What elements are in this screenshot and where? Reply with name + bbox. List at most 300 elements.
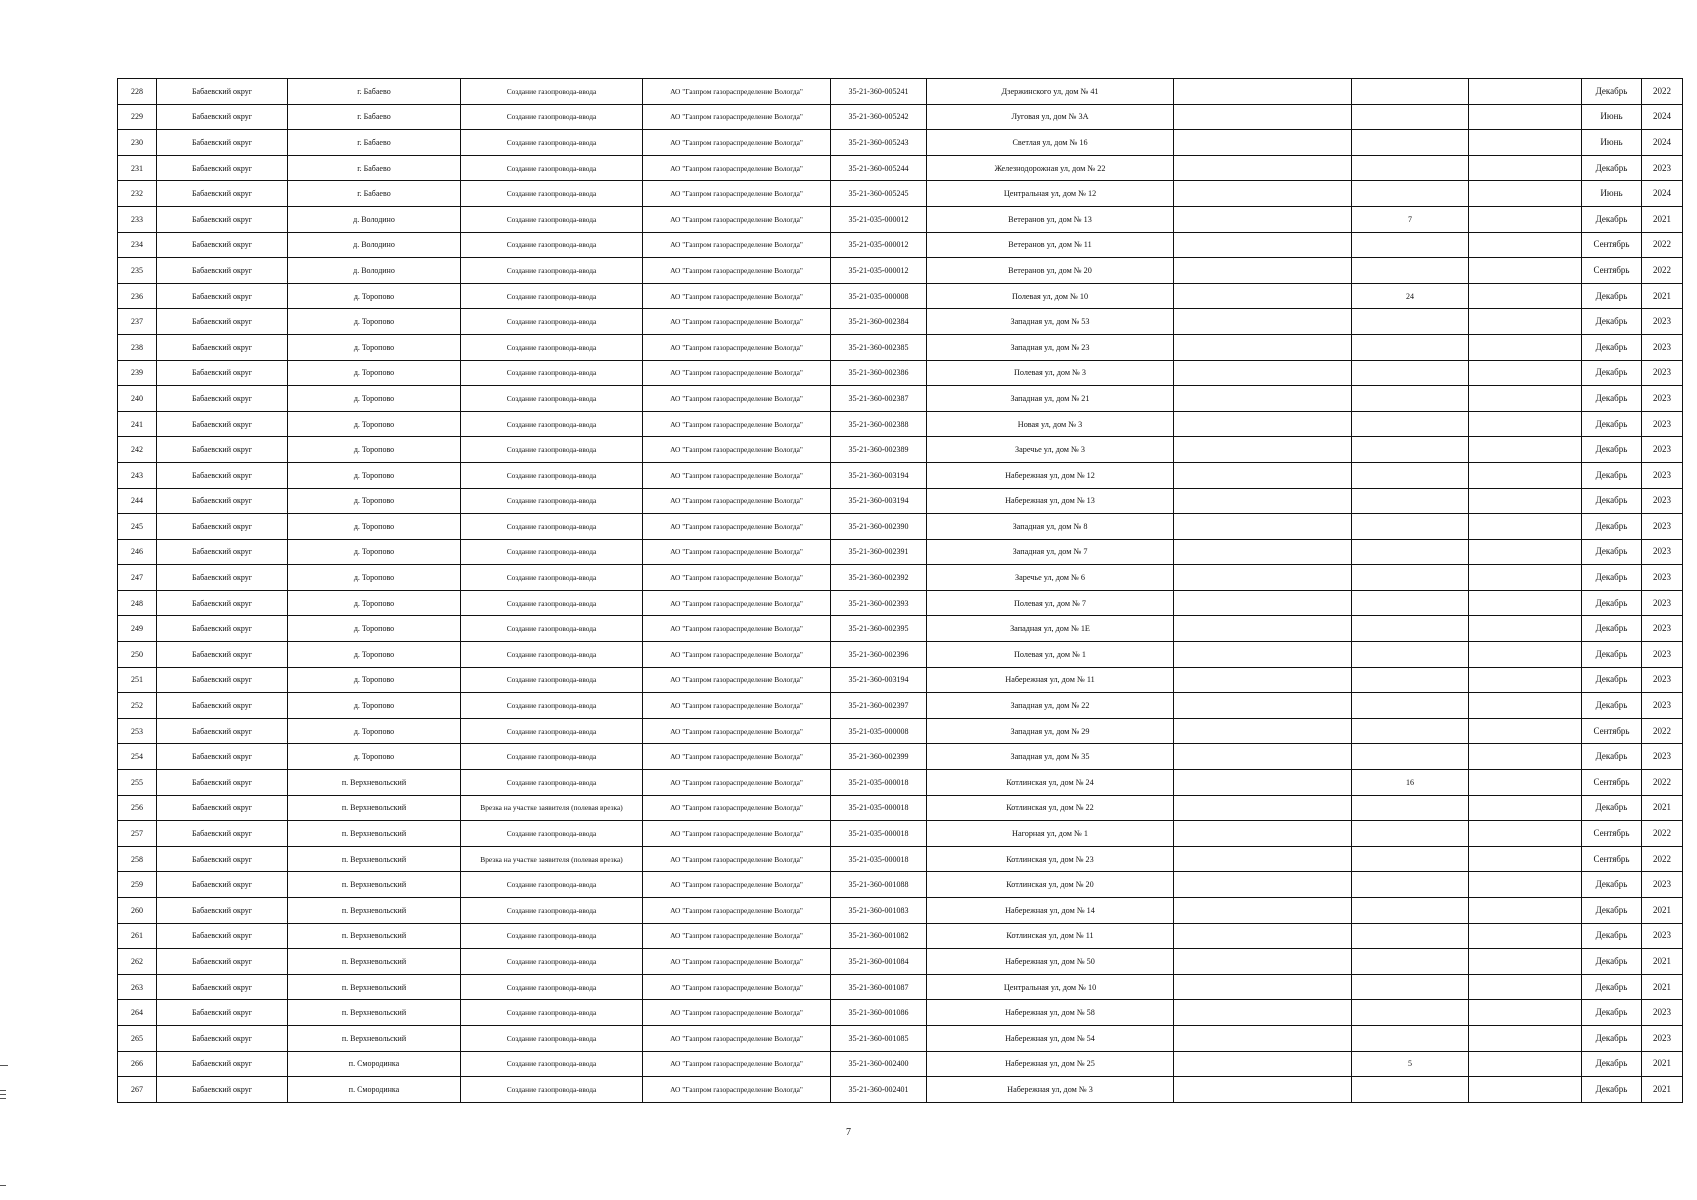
settlement-cell: п. Верхневольский	[288, 974, 461, 1000]
district-cell: Бабаевский округ	[157, 232, 288, 258]
work-type-cell: Создание газопровода-ввода	[461, 539, 643, 565]
table-row	[118, 386, 1683, 412]
settlement-cell: п. Верхневольский	[288, 770, 461, 796]
row-number: 242	[118, 437, 157, 463]
district-cell: Бабаевский округ	[157, 514, 288, 540]
address-cell: Центральная ул, дом № 10	[927, 974, 1174, 1000]
month-cell: Декабрь	[1582, 795, 1642, 821]
blank-cell	[1469, 488, 1582, 514]
address-cell: Полевая ул, дом № 10	[927, 283, 1174, 309]
district-cell: Бабаевский округ	[157, 539, 288, 565]
blank-cell	[1469, 360, 1582, 386]
table-row	[118, 437, 1683, 463]
settlement-cell: п. Верхневольский	[288, 846, 461, 872]
address-cell: Набережная ул, дом № 25	[927, 1051, 1174, 1077]
cadastral-number-cell: 35-21-360-002393	[831, 590, 927, 616]
work-type-cell: Создание газопровода-ввода	[461, 437, 643, 463]
month-cell: Декабрь	[1582, 1077, 1642, 1103]
district-cell: Бабаевский округ	[157, 104, 288, 130]
row-number: 247	[118, 565, 157, 591]
row-number: 237	[118, 309, 157, 335]
table-row	[118, 667, 1683, 693]
row-number: 235	[118, 258, 157, 284]
address-cell: Полевая ул, дом № 3	[927, 360, 1174, 386]
settlement-cell: п. Верхневольский	[288, 923, 461, 949]
blank-cell	[1469, 411, 1582, 437]
year-cell: 2023	[1642, 437, 1683, 463]
year-cell: 2023	[1642, 488, 1683, 514]
organization-cell: АО "Газпром газораспределение Вологда"	[643, 181, 831, 207]
district-cell: Бабаевский округ	[157, 1051, 288, 1077]
district-cell: Бабаевский округ	[157, 206, 288, 232]
count-cell	[1352, 565, 1469, 591]
address-cell: Луговая ул, дом № 3А	[927, 104, 1174, 130]
table-row	[118, 616, 1683, 642]
work-type-cell: Создание газопровода-ввода	[461, 283, 643, 309]
blank-cell	[1469, 283, 1582, 309]
settlement-cell: п. Верхневольский	[288, 898, 461, 924]
row-number: 248	[118, 590, 157, 616]
blank-cell	[1469, 718, 1582, 744]
table-row	[118, 206, 1683, 232]
year-cell: 2022	[1642, 821, 1683, 847]
row-number: 260	[118, 898, 157, 924]
table-row	[118, 181, 1683, 207]
cadastral-number-cell: 35-21-360-002399	[831, 744, 927, 770]
blank-cell	[1469, 1077, 1582, 1103]
cadastral-number-cell: 35-21-035-000018	[831, 846, 927, 872]
work-type-cell: Создание газопровода-ввода	[461, 1025, 643, 1051]
month-cell: Декабрь	[1582, 386, 1642, 412]
blank-cell	[1469, 1025, 1582, 1051]
district-cell: Бабаевский округ	[157, 411, 288, 437]
blank-cell	[1174, 334, 1352, 360]
address-cell: Западная ул, дом № 53	[927, 309, 1174, 335]
table-row	[118, 718, 1683, 744]
blank-cell	[1174, 1025, 1352, 1051]
month-cell: Декабрь	[1582, 1051, 1642, 1077]
blank-cell	[1174, 565, 1352, 591]
row-number: 258	[118, 846, 157, 872]
cadastral-number-cell: 35-21-360-005244	[831, 155, 927, 181]
year-cell: 2024	[1642, 104, 1683, 130]
year-cell: 2021	[1642, 795, 1683, 821]
address-cell: Западная ул, дом № 35	[927, 744, 1174, 770]
cadastral-number-cell: 35-21-360-002388	[831, 411, 927, 437]
table-row	[118, 795, 1683, 821]
settlement-cell: д. Торопово	[288, 309, 461, 335]
blank-cell	[1174, 616, 1352, 642]
row-number: 236	[118, 283, 157, 309]
count-cell	[1352, 590, 1469, 616]
blank-cell	[1174, 770, 1352, 796]
count-cell	[1352, 130, 1469, 156]
district-cell: Бабаевский округ	[157, 79, 288, 105]
count-cell	[1352, 386, 1469, 412]
work-type-cell: Создание газопровода-ввода	[461, 974, 643, 1000]
cadastral-number-cell: 35-21-360-002396	[831, 642, 927, 668]
row-number: 250	[118, 642, 157, 668]
row-number: 234	[118, 232, 157, 258]
organization-cell: АО "Газпром газораспределение Вологда"	[643, 616, 831, 642]
district-cell: Бабаевский округ	[157, 130, 288, 156]
year-cell: 2022	[1642, 846, 1683, 872]
row-number: 238	[118, 334, 157, 360]
year-cell: 2023	[1642, 309, 1683, 335]
blank-cell	[1174, 462, 1352, 488]
month-cell: Декабрь	[1582, 155, 1642, 181]
table-row	[118, 514, 1683, 540]
district-cell: Бабаевский округ	[157, 1025, 288, 1051]
blank-cell	[1174, 283, 1352, 309]
row-number: 265	[118, 1025, 157, 1051]
year-cell: 2021	[1642, 1051, 1683, 1077]
blank-cell	[1469, 744, 1582, 770]
cadastral-number-cell: 35-21-360-001088	[831, 872, 927, 898]
blank-cell	[1174, 821, 1352, 847]
address-cell: Набережная ул, дом № 58	[927, 1000, 1174, 1026]
district-cell: Бабаевский округ	[157, 616, 288, 642]
district-cell: Бабаевский округ	[157, 488, 288, 514]
district-cell: Бабаевский округ	[157, 923, 288, 949]
table-row	[118, 1025, 1683, 1051]
month-cell: Декабрь	[1582, 462, 1642, 488]
organization-cell: АО "Газпром газораспределение Вологда"	[643, 872, 831, 898]
work-type-cell: Создание газопровода-ввода	[461, 898, 643, 924]
district-cell: Бабаевский округ	[157, 155, 288, 181]
count-cell	[1352, 1000, 1469, 1026]
blank-cell	[1469, 462, 1582, 488]
settlement-cell: д. Володино	[288, 206, 461, 232]
work-type-cell: Создание газопровода-ввода	[461, 923, 643, 949]
settlement-cell: д. Торопово	[288, 565, 461, 591]
work-type-cell: Создание газопровода-ввода	[461, 949, 643, 975]
blank-cell	[1174, 514, 1352, 540]
blank-cell	[1469, 386, 1582, 412]
district-cell: Бабаевский округ	[157, 283, 288, 309]
cadastral-number-cell: 35-21-360-005243	[831, 130, 927, 156]
cadastral-number-cell: 35-21-360-002384	[831, 309, 927, 335]
district-cell: Бабаевский округ	[157, 974, 288, 1000]
work-type-cell: Создание газопровода-ввода	[461, 232, 643, 258]
cadastral-number-cell: 35-21-360-002389	[831, 437, 927, 463]
row-number: 251	[118, 667, 157, 693]
row-number: 255	[118, 770, 157, 796]
organization-cell: АО "Газпром газораспределение Вологда"	[643, 1051, 831, 1077]
count-cell	[1352, 309, 1469, 335]
district-cell: Бабаевский округ	[157, 437, 288, 463]
work-type-cell: Создание газопровода-ввода	[461, 616, 643, 642]
count-cell	[1352, 795, 1469, 821]
table-row	[118, 488, 1683, 514]
table-row	[118, 283, 1683, 309]
district-cell: Бабаевский округ	[157, 1000, 288, 1026]
settlement-cell: г. Бабаево	[288, 155, 461, 181]
organization-cell: АО "Газпром газораспределение Вологда"	[643, 718, 831, 744]
work-type-cell: Создание газопровода-ввода	[461, 590, 643, 616]
address-cell: Набережная ул, дом № 54	[927, 1025, 1174, 1051]
cadastral-number-cell: 35-21-360-002391	[831, 539, 927, 565]
district-cell: Бабаевский округ	[157, 309, 288, 335]
blank-cell	[1174, 130, 1352, 156]
month-cell: Декабрь	[1582, 539, 1642, 565]
settlement-cell: г. Бабаево	[288, 79, 461, 105]
blank-cell	[1174, 949, 1352, 975]
row-number: 264	[118, 1000, 157, 1026]
district-cell: Бабаевский округ	[157, 360, 288, 386]
count-cell	[1352, 744, 1469, 770]
month-cell: Декабрь	[1582, 1000, 1642, 1026]
cadastral-number-cell: 35-21-035-000018	[831, 770, 927, 796]
blank-cell	[1469, 667, 1582, 693]
work-type-cell: Создание газопровода-ввода	[461, 1077, 643, 1103]
year-cell: 2024	[1642, 181, 1683, 207]
organization-cell: АО "Газпром газораспределение Вологда"	[643, 360, 831, 386]
address-cell: Западная ул, дом № 23	[927, 334, 1174, 360]
scan-edge-mark	[0, 1090, 6, 1091]
blank-cell	[1469, 590, 1582, 616]
month-cell: Декабрь	[1582, 872, 1642, 898]
organization-cell: АО "Газпром газораспределение Вологда"	[643, 130, 831, 156]
settlement-cell: д. Володино	[288, 232, 461, 258]
blank-cell	[1469, 155, 1582, 181]
work-type-cell: Создание газопровода-ввода	[461, 411, 643, 437]
month-cell: Декабрь	[1582, 437, 1642, 463]
count-cell	[1352, 462, 1469, 488]
month-cell: Декабрь	[1582, 949, 1642, 975]
month-cell: Декабрь	[1582, 309, 1642, 335]
table-row	[118, 309, 1683, 335]
month-cell: Декабрь	[1582, 744, 1642, 770]
blank-cell	[1469, 437, 1582, 463]
year-cell: 2023	[1642, 616, 1683, 642]
blank-cell	[1469, 949, 1582, 975]
cadastral-number-cell: 35-21-360-001082	[831, 923, 927, 949]
year-cell: 2021	[1642, 206, 1683, 232]
blank-cell	[1174, 206, 1352, 232]
count-cell	[1352, 846, 1469, 872]
row-number: 230	[118, 130, 157, 156]
district-cell: Бабаевский округ	[157, 334, 288, 360]
address-cell: Полевая ул, дом № 7	[927, 590, 1174, 616]
year-cell: 2022	[1642, 258, 1683, 284]
organization-cell: АО "Газпром газораспределение Вологда"	[643, 1025, 831, 1051]
blank-cell	[1469, 232, 1582, 258]
organization-cell: АО "Газпром газораспределение Вологда"	[643, 232, 831, 258]
count-cell	[1352, 693, 1469, 719]
cadastral-number-cell: 35-21-035-000008	[831, 283, 927, 309]
cadastral-number-cell: 35-21-360-002386	[831, 360, 927, 386]
settlement-cell: д. Торопово	[288, 514, 461, 540]
month-cell: Декабрь	[1582, 642, 1642, 668]
year-cell: 2023	[1642, 872, 1683, 898]
cadastral-number-cell: 35-21-035-000008	[831, 718, 927, 744]
work-type-cell: Создание газопровода-ввода	[461, 258, 643, 284]
row-number: 261	[118, 923, 157, 949]
cadastral-number-cell: 35-21-360-002400	[831, 1051, 927, 1077]
year-cell: 2022	[1642, 232, 1683, 258]
organization-cell: АО "Газпром газораспределение Вологда"	[643, 667, 831, 693]
table-row	[118, 334, 1683, 360]
month-cell: Декабрь	[1582, 488, 1642, 514]
month-cell: Сентябрь	[1582, 770, 1642, 796]
data-table	[117, 78, 1683, 1103]
table-row	[118, 539, 1683, 565]
settlement-cell: д. Торопово	[288, 462, 461, 488]
address-cell: Заречье ул, дом № 6	[927, 565, 1174, 591]
count-cell	[1352, 718, 1469, 744]
year-cell: 2023	[1642, 667, 1683, 693]
count-cell	[1352, 411, 1469, 437]
count-cell	[1352, 79, 1469, 105]
settlement-cell: д. Торопово	[288, 718, 461, 744]
blank-cell	[1174, 1077, 1352, 1103]
work-type-cell: Создание газопровода-ввода	[461, 155, 643, 181]
cadastral-number-cell: 35-21-035-000012	[831, 258, 927, 284]
row-number: 259	[118, 872, 157, 898]
count-cell	[1352, 488, 1469, 514]
year-cell: 2023	[1642, 411, 1683, 437]
year-cell: 2023	[1642, 462, 1683, 488]
count-cell	[1352, 1025, 1469, 1051]
table-row	[118, 411, 1683, 437]
work-type-cell: Создание газопровода-ввода	[461, 642, 643, 668]
row-number: 253	[118, 718, 157, 744]
blank-cell	[1469, 309, 1582, 335]
blank-cell	[1469, 693, 1582, 719]
year-cell: 2023	[1642, 590, 1683, 616]
blank-cell	[1174, 974, 1352, 1000]
count-cell	[1352, 437, 1469, 463]
blank-cell	[1469, 181, 1582, 207]
organization-cell: АО "Газпром газораспределение Вологда"	[643, 258, 831, 284]
blank-cell	[1174, 79, 1352, 105]
address-cell: Набережная ул, дом № 50	[927, 949, 1174, 975]
year-cell: 2022	[1642, 770, 1683, 796]
blank-cell	[1174, 1051, 1352, 1077]
table-row	[118, 360, 1683, 386]
blank-cell	[1174, 642, 1352, 668]
organization-cell: АО "Газпром газораспределение Вологда"	[643, 539, 831, 565]
address-cell: Нагорная ул, дом № 1	[927, 821, 1174, 847]
month-cell: Декабрь	[1582, 79, 1642, 105]
cadastral-number-cell: 35-21-360-002401	[831, 1077, 927, 1103]
table-row	[118, 821, 1683, 847]
month-cell: Июнь	[1582, 130, 1642, 156]
month-cell: Июнь	[1582, 104, 1642, 130]
address-cell: Котлинская ул, дом № 23	[927, 846, 1174, 872]
work-type-cell: Создание газопровода-ввода	[461, 565, 643, 591]
month-cell: Декабрь	[1582, 283, 1642, 309]
address-cell: Западная ул, дом № 22	[927, 693, 1174, 719]
district-cell: Бабаевский округ	[157, 590, 288, 616]
settlement-cell: д. Торопово	[288, 693, 461, 719]
district-cell: Бабаевский округ	[157, 386, 288, 412]
count-cell	[1352, 232, 1469, 258]
table-row	[118, 590, 1683, 616]
address-cell: Дзержинского ул, дом № 41	[927, 79, 1174, 105]
organization-cell: АО "Газпром газораспределение Вологда"	[643, 79, 831, 105]
organization-cell: АО "Газпром газораспределение Вологда"	[643, 386, 831, 412]
blank-cell	[1469, 616, 1582, 642]
blank-cell	[1174, 795, 1352, 821]
blank-cell	[1469, 258, 1582, 284]
count-cell	[1352, 155, 1469, 181]
cadastral-number-cell: 35-21-360-002385	[831, 334, 927, 360]
row-number: 262	[118, 949, 157, 975]
organization-cell: АО "Газпром газораспределение Вологда"	[643, 462, 831, 488]
blank-cell	[1174, 104, 1352, 130]
settlement-cell: д. Торопово	[288, 386, 461, 412]
cadastral-number-cell: 35-21-360-002397	[831, 693, 927, 719]
cadastral-number-cell: 35-21-360-001087	[831, 974, 927, 1000]
district-cell: Бабаевский округ	[157, 642, 288, 668]
month-cell: Сентябрь	[1582, 232, 1642, 258]
count-cell	[1352, 667, 1469, 693]
organization-cell: АО "Газпром газораспределение Вологда"	[643, 488, 831, 514]
cadastral-number-cell: 35-21-360-001083	[831, 898, 927, 924]
address-cell: Котлинская ул, дом № 11	[927, 923, 1174, 949]
settlement-cell: п. Верхневольский	[288, 1000, 461, 1026]
blank-cell	[1469, 642, 1582, 668]
work-type-cell: Создание газопровода-ввода	[461, 770, 643, 796]
district-cell: Бабаевский округ	[157, 795, 288, 821]
row-number: 243	[118, 462, 157, 488]
count-cell	[1352, 514, 1469, 540]
year-cell: 2023	[1642, 539, 1683, 565]
work-type-cell: Создание газопровода-ввода	[461, 718, 643, 744]
table-row	[118, 898, 1683, 924]
count-cell: 5	[1352, 1051, 1469, 1077]
row-number: 256	[118, 795, 157, 821]
blank-cell	[1174, 539, 1352, 565]
blank-cell	[1469, 514, 1582, 540]
row-number: 257	[118, 821, 157, 847]
cadastral-number-cell: 35-21-360-002390	[831, 514, 927, 540]
count-cell: 16	[1352, 770, 1469, 796]
cadastral-number-cell: 35-21-360-003194	[831, 667, 927, 693]
table-row	[118, 693, 1683, 719]
year-cell: 2023	[1642, 565, 1683, 591]
row-number: 249	[118, 616, 157, 642]
cadastral-number-cell: 35-21-360-005245	[831, 181, 927, 207]
settlement-cell: д. Торопово	[288, 744, 461, 770]
year-cell: 2023	[1642, 744, 1683, 770]
organization-cell: АО "Газпром газораспределение Вологда"	[643, 155, 831, 181]
month-cell: Декабрь	[1582, 974, 1642, 1000]
blank-cell	[1469, 206, 1582, 232]
organization-cell: АО "Газпром газораспределение Вологда"	[643, 590, 831, 616]
row-number: 254	[118, 744, 157, 770]
blank-cell	[1174, 923, 1352, 949]
organization-cell: АО "Газпром газораспределение Вологда"	[643, 949, 831, 975]
month-cell: Сентябрь	[1582, 258, 1642, 284]
year-cell: 2023	[1642, 642, 1683, 668]
table-row	[118, 258, 1683, 284]
year-cell: 2023	[1642, 923, 1683, 949]
blank-cell	[1174, 846, 1352, 872]
year-cell: 2021	[1642, 1077, 1683, 1103]
table-row	[118, 155, 1683, 181]
district-cell: Бабаевский округ	[157, 898, 288, 924]
settlement-cell: д. Торопово	[288, 437, 461, 463]
work-type-cell: Создание газопровода-ввода	[461, 104, 643, 130]
table-row	[118, 565, 1683, 591]
table-row	[118, 923, 1683, 949]
year-cell: 2024	[1642, 130, 1683, 156]
address-cell: Котлинская ул, дом № 20	[927, 872, 1174, 898]
blank-cell	[1469, 821, 1582, 847]
